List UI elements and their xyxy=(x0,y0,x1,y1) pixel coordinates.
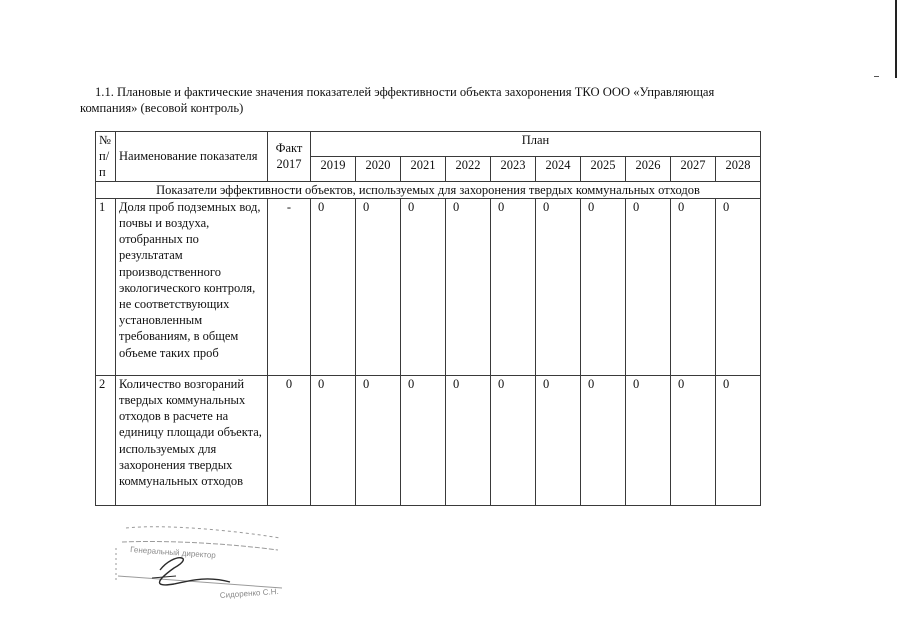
year-2019: 2019 xyxy=(311,157,356,181)
row-value: 0 xyxy=(356,198,401,375)
row-num: 1 xyxy=(96,198,116,375)
svg-text:Сидоренко С.Н.: Сидоренко С.Н. xyxy=(219,586,279,600)
scan-edge-mark xyxy=(895,0,897,78)
heading-line-1: 1.1. Плановые и фактические значения показателей эффективности объекта захоронения ТКО ООО «Управляющая xyxy=(95,85,715,99)
row-value: 0 xyxy=(446,198,491,375)
row-value: 0 xyxy=(536,375,581,505)
row-name: Доля проб подземных вод, почвы и воздуха, отобранных по результатам производственного экологического контроля, не соответствующих установленным требованиям, в общем объеме таких проб xyxy=(116,198,268,375)
year-2024: 2024 xyxy=(536,157,581,181)
row-value: 0 xyxy=(356,375,401,505)
year-2027: 2027 xyxy=(671,157,716,181)
year-2022: 2022 xyxy=(446,157,491,181)
row-value: 0 xyxy=(716,375,761,505)
row-value: 0 xyxy=(716,198,761,375)
header-plan: План xyxy=(311,132,761,157)
row-fact: - xyxy=(268,198,311,375)
year-2028: 2028 xyxy=(716,157,761,181)
row-value: 0 xyxy=(491,375,536,505)
row-value: 0 xyxy=(401,375,446,505)
row-value: 0 xyxy=(311,375,356,505)
section-row: Показатели эффективности объектов, используемых для захоронения твердых коммунальных отходов xyxy=(96,181,761,198)
heading-line-2: компания» (весовой контроль) xyxy=(80,101,244,115)
table-row xyxy=(96,198,761,375)
row-value: 0 xyxy=(671,375,716,505)
row-value: 0 xyxy=(626,375,671,505)
year-2023: 2023 xyxy=(491,157,536,181)
row-value: 0 xyxy=(536,198,581,375)
year-2020: 2020 xyxy=(356,157,401,181)
header-fact: Факт 2017 xyxy=(268,132,311,182)
row-value: 0 xyxy=(671,198,716,375)
year-2025: 2025 xyxy=(581,157,626,181)
row-fact: 0 xyxy=(268,375,311,505)
row-value: 0 xyxy=(491,198,536,375)
indicators-table xyxy=(95,131,761,506)
row-value: 0 xyxy=(446,375,491,505)
svg-text:Генеральный директор: Генеральный директор xyxy=(129,545,217,560)
table-row xyxy=(96,375,761,505)
row-value: 0 xyxy=(626,198,671,375)
year-2026: 2026 xyxy=(626,157,671,181)
row-name: Количество возгораний твердых коммунальных отходов в расчете на единицу площади объекта, используемых для захоронения твердых коммунальных отходов xyxy=(116,375,268,505)
year-2021: 2021 xyxy=(401,157,446,181)
row-value: 0 xyxy=(581,198,626,375)
signature-stamp xyxy=(112,518,288,608)
document-heading xyxy=(80,84,795,116)
row-value: 0 xyxy=(581,375,626,505)
row-num: 2 xyxy=(96,375,116,505)
header-name: Наименование показателя xyxy=(116,132,268,182)
row-value: 0 xyxy=(401,198,446,375)
signature-stamp-graphic xyxy=(112,518,288,608)
header-num: № п/п xyxy=(96,132,116,182)
scan-edge-dot xyxy=(874,76,879,77)
row-value: 0 xyxy=(311,198,356,375)
